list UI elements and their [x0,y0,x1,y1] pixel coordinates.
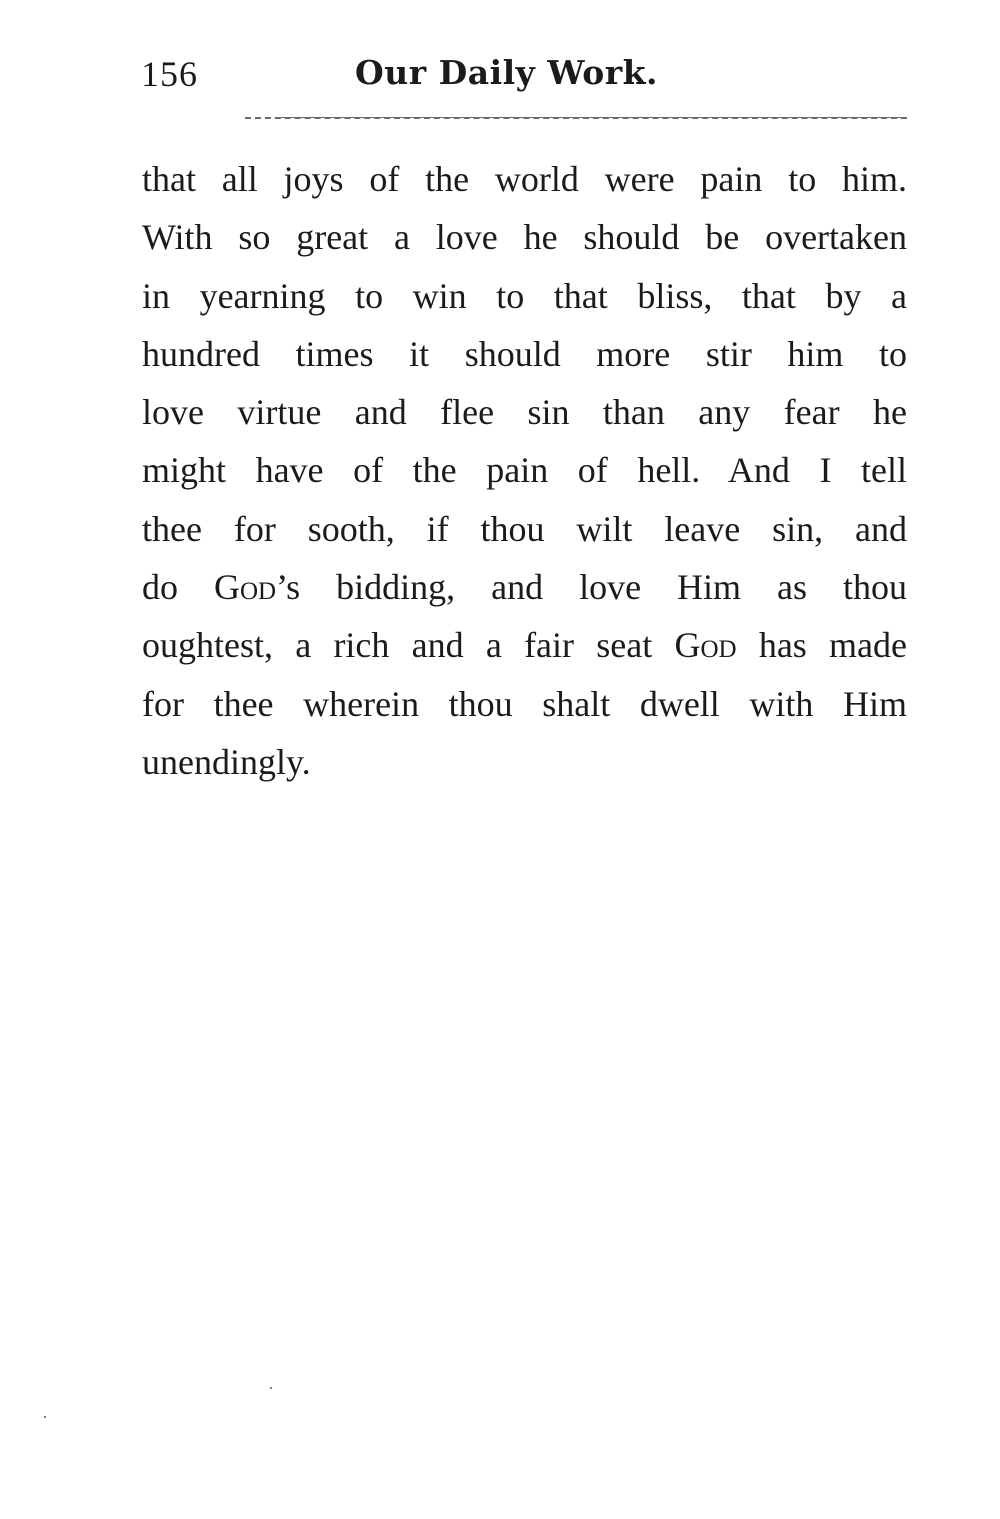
scan-speck [270,1387,272,1389]
text-line: oughtest, a rich and a fair seat God has made [142,625,907,666]
body-text [142,150,907,791]
text-line: hundred times it should more stir him to [142,333,907,374]
small-caps-word: God [674,625,737,666]
text-line: that all joys of the world were pain to him. [142,159,907,199]
text-line: for thee wherein thou shalt dwell with Him [142,683,907,724]
text-line: do God’s bidding, and love Him as thou [142,567,908,608]
header-rule-line [275,117,907,118]
text-line: thee for sooth, if thou wilt leave sin, and [142,508,907,549]
text-line: unendingly. [142,741,311,782]
text-line: love virtue and flee sin than any fear he [142,392,907,433]
page-number: 156 [141,54,198,94]
text-line: in yearning to win to that bliss, that by a [142,275,907,316]
running-title: Our Daily Work. [355,53,658,92]
text-line: might have of the pain of hell. And I tell [142,450,907,491]
scan-speck [44,1416,46,1418]
small-caps-word: God [214,567,277,608]
text-line: With so great a love he should be overtaken [142,217,907,258]
